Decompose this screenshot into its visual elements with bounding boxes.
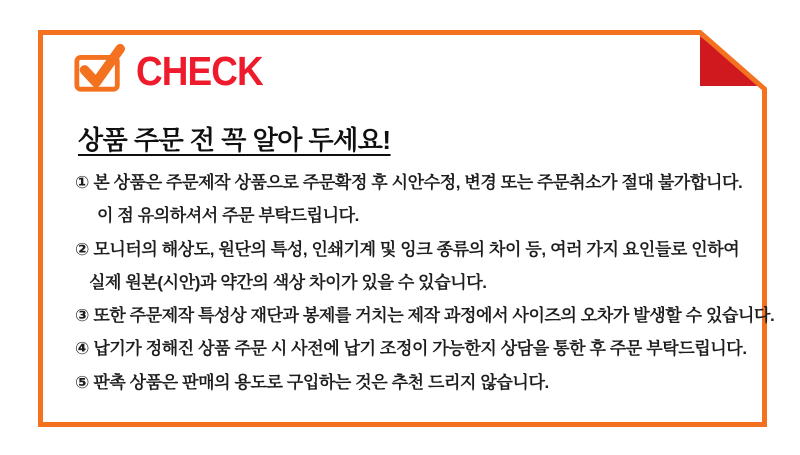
fold-triangle-icon: [700, 36, 761, 86]
notice-line-4: ④ 납기가 정해진 상품 주문 시 사전에 납기 조정이 가능한지 상담을 통한 후 주문 부탁드립니다.: [75, 339, 747, 359]
notice-line-5: ⑤ 판촉 상품은 판매의 용도로 구입하는 것은 추천 드리지 않습니다.: [75, 372, 549, 392]
notice-body: [75, 166, 775, 399]
checkbox-checkmark-icon: [73, 40, 125, 96]
notice-title: 상품 주문 전 꼭 알아 두세요!: [78, 125, 391, 155]
notice-line-1: ① 본 상품은 주문제작 상품으로 주문확정 후 시안수정, 변경 또는 주문취소가 절대 불가합니다.: [75, 173, 743, 192]
check-logo-label: CHECK: [136, 48, 263, 94]
notice-line-2: ② 모니터의 해상도, 원단의 특성, 인쇄기계 및 잉크 종류의 차이 등, 여러 가지 요인들로 인하여: [75, 239, 740, 259]
notice-line-2-continued: 실제 원본(시안)과 약간의 색상 차이가 있을 수 있습니다.: [89, 272, 487, 292]
notice-line-1-continued: 이 점 유의하셔서 주문 부탁드립니다.: [97, 206, 359, 226]
notice-line-3: ③ 또한 주문제작 특성상 재단과 봉제를 거치는 제작 과정에서 사이즈의 오차가 발생할 수 있습니다.: [75, 306, 775, 326]
check-logo: [73, 38, 277, 96]
